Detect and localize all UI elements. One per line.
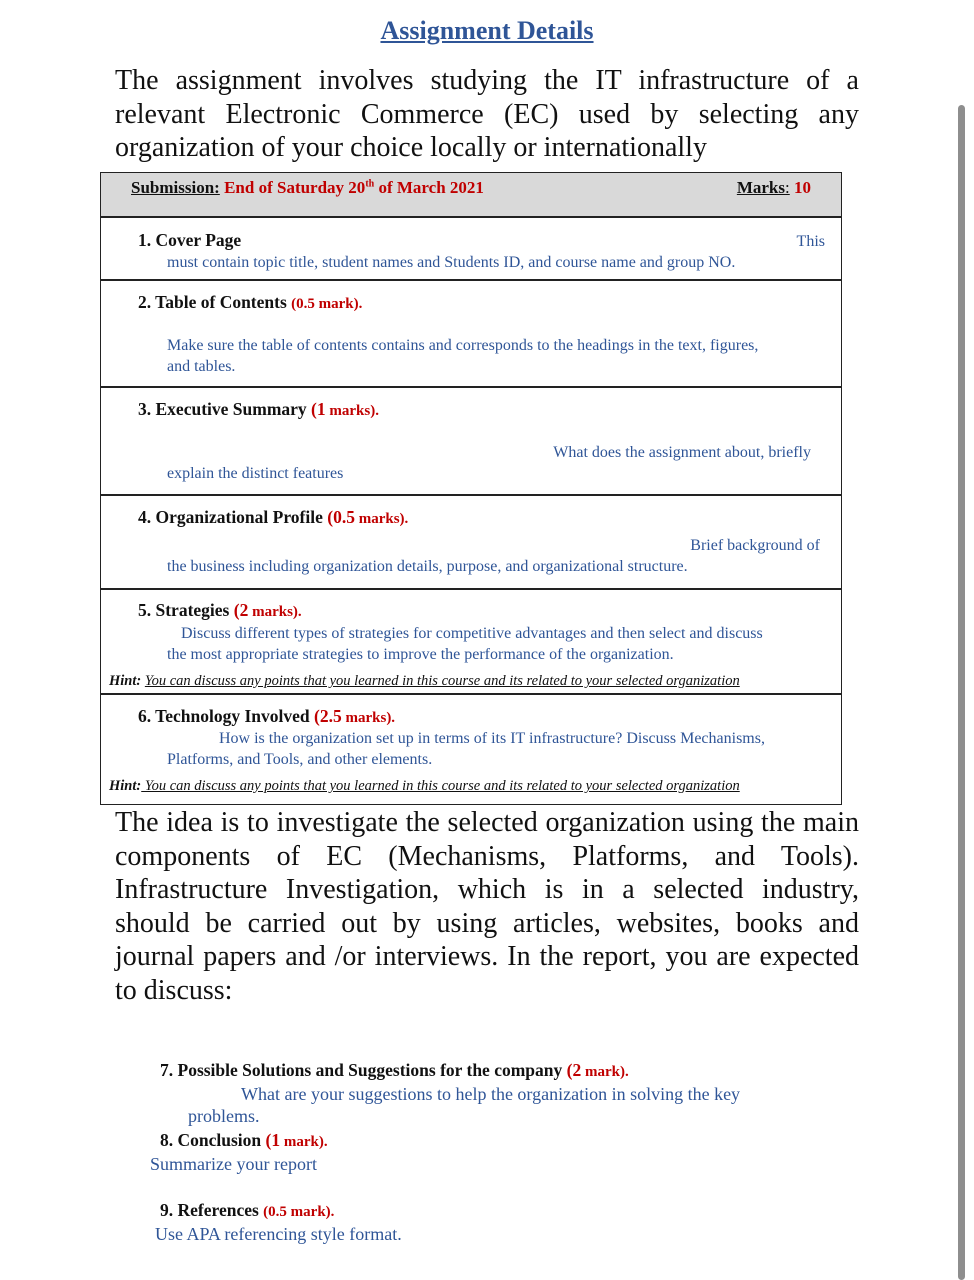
list-item-description: Summarize your report bbox=[150, 1154, 317, 1174]
row-heading: 4. Organizational Profile (0.5 marks). bbox=[138, 507, 409, 527]
marks-label: Marks bbox=[736, 178, 786, 197]
submission-label: Submission: bbox=[131, 178, 220, 197]
marks-total: Marks: 10 bbox=[736, 178, 811, 197]
list-item-description: What are your suggestions to help the organization in solving the key bbox=[241, 1084, 741, 1104]
row-description: What does the assignment about, briefly bbox=[553, 444, 811, 461]
row-description: How is the organization set up in terms of its IT infrastructure? Discuss Mechanisms, bbox=[219, 730, 765, 747]
marks-value: 10 bbox=[794, 178, 811, 197]
row-description: the most appropriate strategies to improve the performance of the organization. bbox=[167, 646, 674, 663]
row-description: and tables. bbox=[167, 358, 236, 375]
row-description: Brief background of bbox=[690, 537, 820, 554]
table-row bbox=[101, 693, 841, 804]
submission-info bbox=[131, 178, 484, 198]
idea-paragraph: The idea is to investigate the selected organization using the main components of EC (Mechanisms, Platforms, and Tools). Infrastructure Investigation, which is in a selected industry, should be carried out by using articles, websites, books and journal papers and /or interviews. In the report, you are expected to discuss: bbox=[115, 807, 859, 1006]
intro-paragraph: The assignment involves studying the IT infrastructure of a relevant Electronic Commerce (EC) used by selecting any organization of your choice locally or internationally bbox=[115, 65, 859, 163]
list-item: 9. References (0.5 mark). bbox=[160, 1200, 335, 1220]
row-description: Platforms, and Tools, and other elements. bbox=[167, 751, 433, 768]
row-heading: 6. Technology Involved (2.5 marks). bbox=[138, 706, 396, 726]
row-heading: 3. Executive Summary (1 marks). bbox=[138, 399, 379, 419]
row-description: This bbox=[796, 233, 825, 250]
list-item: 8. Conclusion (1 mark). bbox=[160, 1130, 328, 1150]
table-row bbox=[101, 386, 841, 494]
row-description: Discuss different types of strategies for competitive advantages and then select and discuss bbox=[181, 625, 763, 642]
table-row bbox=[101, 279, 841, 386]
submission-deadline: End of Saturday 20th of March 2021 bbox=[224, 178, 484, 197]
row-hint: Hint: You can discuss any points that you learned in this course and its related to your selected organization bbox=[109, 778, 740, 794]
row-description: must contain topic title, student names and Students ID, and course name and group NO. bbox=[167, 254, 736, 271]
row-heading: 2. Table of Contents (0.5 mark). bbox=[138, 292, 363, 312]
list-item-description: problems. bbox=[188, 1106, 260, 1126]
requirements-table bbox=[100, 172, 842, 805]
table-row bbox=[101, 494, 841, 588]
row-description: the business including organization details, purpose, and organizational structure. bbox=[167, 558, 688, 575]
row-description: explain the distinct features bbox=[167, 465, 344, 482]
table-row bbox=[101, 216, 841, 279]
table-row bbox=[101, 588, 841, 693]
list-item: 7. Possible Solutions and Suggestions for the company (2 mark). bbox=[160, 1060, 629, 1080]
row-heading: 5. Strategies (2 marks). bbox=[138, 600, 302, 620]
page-title: Assignment Details bbox=[380, 16, 594, 45]
row-heading: 1. Cover Page bbox=[138, 230, 242, 250]
scrollbar[interactable] bbox=[958, 105, 965, 1280]
submission-row bbox=[101, 173, 841, 216]
row-description: Make sure the table of contents contains and corresponds to the headings in the text, figures, bbox=[167, 337, 759, 354]
list-item-description: Use APA referencing style format. bbox=[155, 1224, 402, 1244]
row-hint: Hint: You can discuss any points that you learned in this course and its related to your selected organization bbox=[109, 673, 740, 689]
